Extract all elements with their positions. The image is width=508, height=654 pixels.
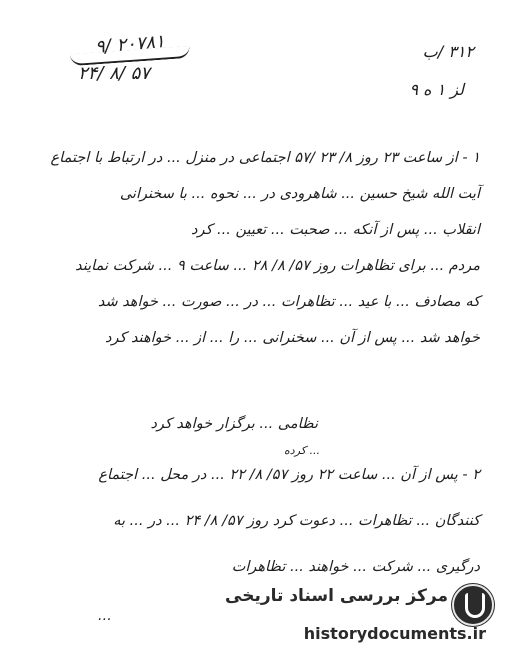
reference-number: ۲۰۷۸۱ /۹ — [94, 30, 166, 59]
body-line: نظامی ... برگزار خواهد کرد — [150, 416, 318, 432]
body-line: خواهد شد ... پس از آن ... سخنرانی ... را ... از ... خواهند کرد — [105, 330, 480, 346]
item2-line: درگیری ... شرکت ... خواهند ... تظاهرات — [231, 559, 480, 575]
document-date: ۵۷ /۸ /۲۴ — [78, 63, 150, 84]
body-line: آیت الله شیخ حسین ... شاهرودی در ... نحوه ... با سخنرانی — [119, 186, 480, 202]
file-reference: ۳۱۲ /ب — [422, 42, 474, 61]
item2-line: ۲ - پس از آن ... ساعت ۲۲ روز ۵۷/ ۸/ ۲۲ ... در محل ... اجتماع — [98, 467, 480, 483]
insertion-note: ... کرده — [284, 444, 320, 457]
body-line: ۱ - از ساعت ۲۳ روز ۸/ ۲۳ /۵۷ اجتماعی در منزل ... در ارتباط با اجتماع — [50, 150, 480, 166]
watermark-title: مرکز بررسی اسناد تاریخی — [225, 586, 448, 606]
watermark-url: historydocuments.ir — [303, 624, 486, 643]
item2-line: کنندگان ... تظاهرات ... دعوت کرد روز ۵۷/ ۸/ ۲۴ ... در ... به — [113, 513, 480, 529]
signature: ... — [98, 608, 112, 624]
body-line: که مصادف ... با عید ... تظاهرات ... در ... صورت ... خواهد شد — [97, 294, 480, 310]
file-subreference: لز ۱ ه ۹ — [409, 80, 464, 99]
archive-logo-icon — [452, 584, 494, 626]
body-line: مردم ... برای تظاهرات روز ۵۷/ ۸/ ۲۸ ... ساعت ۹ ... شرکت نمایند — [75, 258, 480, 274]
body-line: انقلاب ... پس از آنکه ... صحبت ... تعیین ... کرد — [191, 222, 480, 238]
